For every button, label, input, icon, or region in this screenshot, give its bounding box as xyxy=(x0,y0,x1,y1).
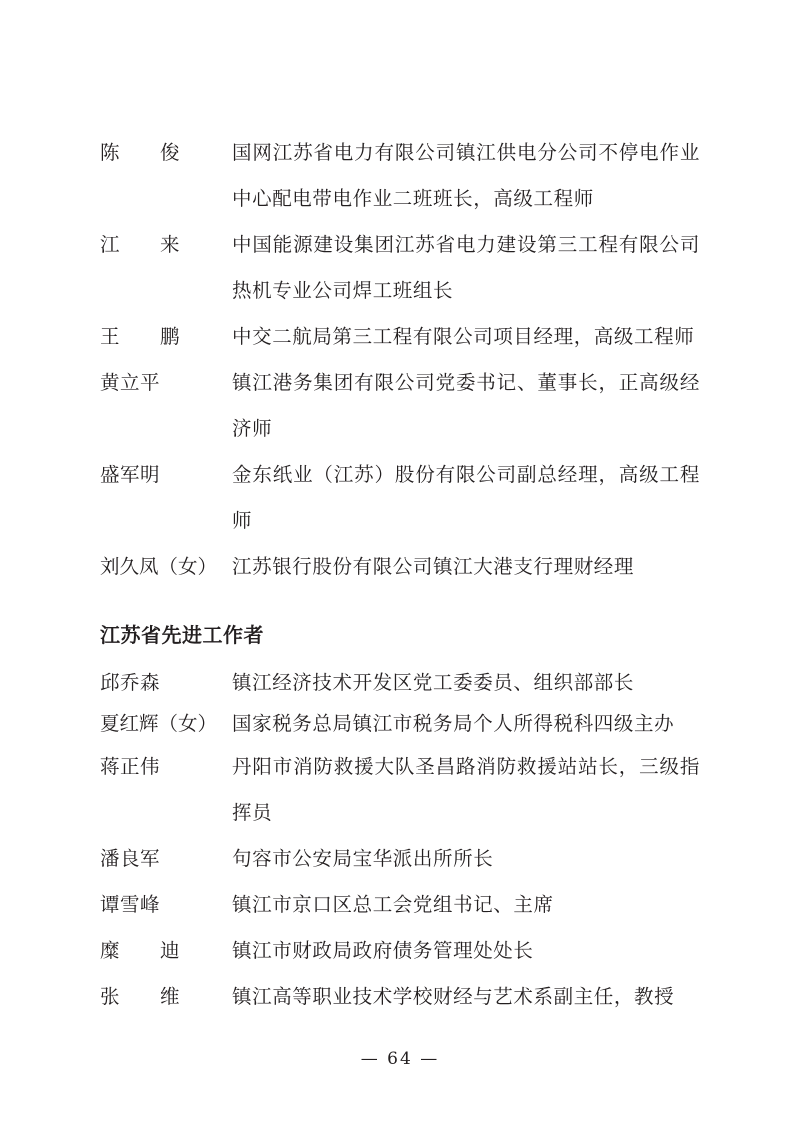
recipient-title: 中国能源建设集团江苏省电力建设第三工程有限公司热机专业公司焊工班组长 xyxy=(232,233,700,302)
recipient-name: 谭雪峰 xyxy=(100,893,161,916)
list-item xyxy=(100,882,700,928)
recipient-title: 国网江苏省电力有限公司镇江供电分公司不停电作业中心配电带电作业二班班长，高级工程师 xyxy=(232,141,700,210)
recipient-title: 金东纸业（江苏）股份有限公司副总经理，高级工程师 xyxy=(232,463,700,532)
list-item xyxy=(100,928,700,974)
list-item xyxy=(100,222,700,314)
recipient-name: 黄立平 xyxy=(100,371,161,394)
recipient-title: 镇江市京口区总工会党组书记、主席 xyxy=(232,893,554,916)
list-item xyxy=(100,314,700,360)
recipient-title: 国家税务总局镇江市税务局个人所得税科四级主办 xyxy=(232,712,675,735)
recipient-name: 蒋正伟 xyxy=(100,755,161,778)
recipient-title: 句容市公安局宝华派出所所长 xyxy=(232,847,494,870)
recipient-title: 江苏银行股份有限公司镇江大港支行理财经理 xyxy=(232,555,635,578)
recipient-title: 镇江经济技术开发区党工委委员、组织部部长 xyxy=(232,671,635,694)
award-list-advanced-staff xyxy=(100,662,700,1020)
recipient-name: 夏红辉（女） xyxy=(100,712,218,735)
list-item xyxy=(100,974,700,1020)
list-item xyxy=(100,836,700,882)
list-item xyxy=(100,703,700,744)
recipient-name: 陈 俊 xyxy=(100,141,181,164)
recipient-name: 刘久凤（女） xyxy=(100,555,218,578)
list-item xyxy=(100,130,700,222)
recipient-name: 王 鹏 xyxy=(100,325,181,348)
recipient-name: 江 来 xyxy=(100,233,181,256)
recipient-title: 丹阳市消防救援大队圣昌路消防救援站站长，三级指挥员 xyxy=(232,755,700,824)
list-item xyxy=(100,360,700,452)
list-item xyxy=(100,662,700,703)
recipient-title: 镇江市财政局政府债务管理处处长 xyxy=(232,939,534,962)
recipient-name: 潘良军 xyxy=(100,847,161,870)
list-item xyxy=(100,544,700,590)
recipient-title: 中交二航局第三工程有限公司项目经理，高级工程师 xyxy=(232,325,695,348)
list-item xyxy=(100,744,700,836)
recipient-name: 糜 迪 xyxy=(100,939,181,962)
recipient-title: 镇江高等职业技术学校财经与艺术系副主任，教授 xyxy=(232,985,675,1008)
section-heading: 江苏省先进工作者 xyxy=(100,623,264,647)
recipient-name: 邱乔森 xyxy=(100,671,161,694)
award-list-advanced-workers-top xyxy=(100,130,700,590)
list-item xyxy=(100,452,700,544)
recipient-name: 盛军明 xyxy=(100,463,161,486)
page-number: — 64 — xyxy=(360,1049,440,1069)
recipient-name: 张 维 xyxy=(100,985,181,1008)
recipient-title: 镇江港务集团有限公司党委书记、董事长，正高级经济师 xyxy=(232,371,700,440)
